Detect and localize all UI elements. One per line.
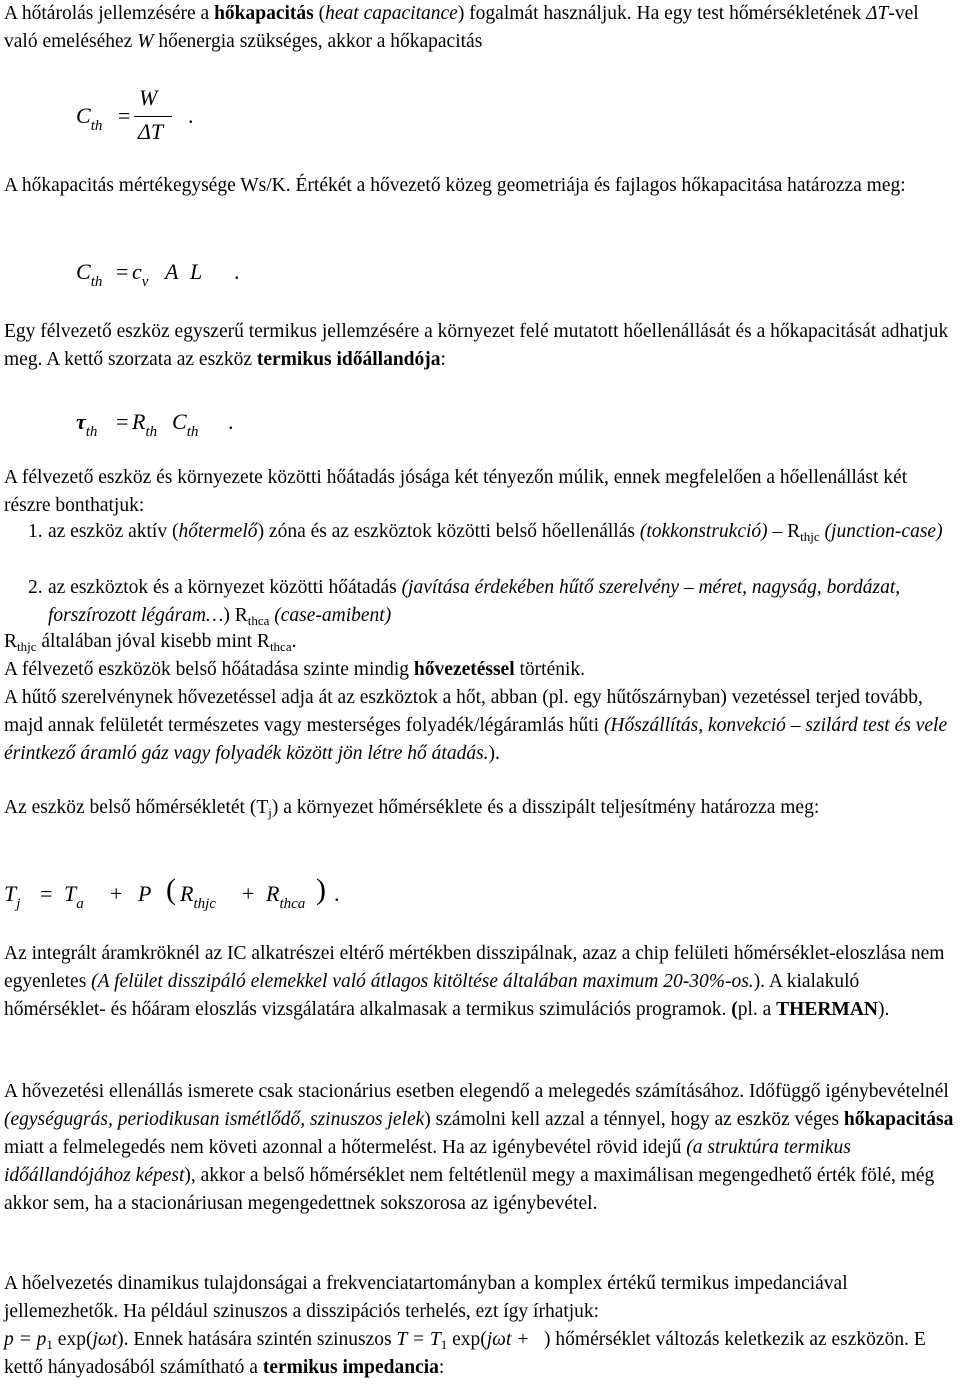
text: Egy félvezető eszköz egyszerű termikus jellemzésére a környezet felé mutatott hőellenállását és a hőkapacitását adhatjuk meg. A kettő szorzata az eszköz (4, 321, 949, 370)
paragraph-heat-capacitance-intro (4, 0, 956, 56)
eq-denominator: ΔT (138, 119, 164, 144)
text: A hőtárolás jellemzésére a (4, 3, 215, 24)
text-italic: (A felület disszipáló elemekkel való átlagos kitöltése általában maximum 20-30%-os. (91, 971, 754, 992)
subscript: thca (269, 639, 292, 654)
text: ) R (223, 605, 248, 626)
text: ) zóna és az eszköztok közötti belső hőellenállás (257, 521, 640, 542)
eq-subscript: th (186, 424, 199, 440)
inline-equation: exp( (447, 1329, 487, 1350)
text-italic: (Hőszállítás, konvekció – szilárd test és vele érintkező áramló gáz vagy folyadék között jön létre hő átadás. (4, 715, 948, 764)
text: ). (488, 743, 500, 764)
text: R (4, 631, 18, 652)
term-heat-capacity: hőkapacitás (214, 3, 314, 24)
text: ) számolni kell azzal a ténnyel, hogy az eszköz véges (424, 1109, 844, 1130)
eq-symbol: C (172, 409, 187, 434)
list-number: 1. (28, 521, 43, 542)
text: . Ennek hatására szintén szinuszos (123, 1329, 397, 1350)
text: A félvezető eszközök belső hőátadása szinte mindig (4, 659, 414, 680)
eq-period: . (234, 259, 240, 284)
inline-equation: jωt (92, 1329, 118, 1350)
eq-symbol: T (4, 881, 17, 906)
text: : (440, 349, 446, 370)
eq-symbol: R (180, 881, 194, 906)
text-italic: (case-amibent) (274, 605, 392, 626)
text-bold: ( (731, 999, 738, 1020)
text: ) fogalmát használjuk. Ha egy test hőmérsékletének (457, 3, 867, 24)
eq-plus: + (110, 881, 123, 906)
eq-equals: = (118, 103, 131, 128)
eq-symbol: A (165, 259, 179, 284)
paragraph-thermal-impedance (4, 1270, 956, 1382)
text: történik. (514, 659, 586, 680)
text-italic: (junction-case) (824, 521, 943, 542)
eq-symbol: T (64, 881, 77, 906)
text: az eszköz aktív ( (48, 521, 179, 542)
term-therman: THERMAN (776, 999, 879, 1020)
eq-symbol: c (132, 259, 142, 284)
eq-subscript: thjc (193, 896, 216, 912)
subscript: j (268, 805, 272, 820)
term-thermal-impedance: termikus impedancia (262, 1357, 439, 1378)
eq-subscript: v (141, 274, 149, 290)
inline-equation: exp( (52, 1329, 93, 1350)
subscript: 1 (46, 1337, 53, 1352)
text: ). (878, 999, 890, 1020)
eq-period: . (334, 881, 340, 906)
term-thermal-time-constant: termikus időállandója (256, 349, 441, 370)
paragraph-thermal-resistance: A félvezető eszköz és környezete közötti hőátadás jósága két tényezőn múlik, ennek megfelelően a hőellenállást két részre bonthatjuk: (4, 467, 908, 516)
text: általában jóval kisebb mint R (36, 631, 270, 652)
eq-symbol: τ (76, 409, 86, 434)
text: pl. a (737, 999, 777, 1020)
eq-period: . (188, 103, 194, 128)
text: . (291, 631, 297, 652)
term-conduction: hővezetéssel (413, 659, 515, 680)
eq-subscript: th (145, 424, 158, 440)
text: A hűtő szerelvénynek hővezetéssel adja át az eszköztok a hőt, abban (pl. egy hűtőszárnyban) vezetéssel terjed tovább, majd annak felületét természetes vagy mesterséges folyadék/légáramlás hűti (4, 687, 923, 736)
paragraph-transient (4, 1078, 956, 1218)
inline-equation: ) (529, 1329, 551, 1350)
paragraph-heatsink (4, 684, 956, 768)
subscript: 1 (440, 1337, 448, 1352)
subscript: thjc (800, 529, 820, 544)
eq-symbol: R (132, 409, 146, 434)
eq-symbol: C (76, 103, 91, 128)
eq-subscript: th (90, 274, 103, 290)
text-italic: (tokkonstrukció) (639, 521, 768, 542)
term-heat-capacity: hőkapacitása (843, 1109, 954, 1130)
paragraph-unit: A hőkapacitás mértékegysége Ws/K. Értékét a hővezető közeg geometriája és fajlagos hőkapacitása határozza meg: (4, 175, 906, 196)
list-item-junction-case (48, 518, 956, 546)
inline-equation: T = T (396, 1329, 441, 1350)
eq-symbol: R (266, 881, 280, 906)
symbol-delta-t: ΔT (866, 3, 889, 24)
symbol-w: W (137, 31, 154, 52)
text: -vel való emeléséhez (4, 3, 919, 52)
list-item-case-ambient (48, 574, 956, 630)
term-english: heat capacitance (325, 3, 458, 24)
subscript: thca (247, 613, 270, 628)
eq-numerator: W (139, 85, 158, 110)
subscript: thjc (17, 639, 37, 654)
paragraph-rthjc-compare (4, 628, 956, 656)
text: ) a környezet hőmérséklete és a disszipált teljesítmény határozza meg: (271, 797, 820, 818)
eq-equals: = (40, 881, 53, 906)
text: Az integrált áramkröknél az IC alkatrészei eltérő mértékben disszipálnak, azaz a chip felületi hőmérséklet-eloszlása nem egyenletes (4, 943, 945, 992)
inline-equation: jωt + (486, 1329, 530, 1350)
text: hőmérséklet változás keletkezik az eszközön. E kettő hányadosából számítható a (4, 1329, 926, 1378)
eq-paren-open: ( (166, 873, 176, 906)
inline-equation: p = p (4, 1329, 47, 1350)
paragraph-conduction (4, 656, 956, 684)
eq-subscript: th (85, 424, 98, 440)
eq-symbol: L (190, 259, 203, 284)
text: Az eszköz belső hőmérsékletét (T (4, 797, 269, 818)
eq-subscript: a (76, 896, 84, 912)
eq-plus: + (242, 881, 255, 906)
eq-paren-close: ) (316, 873, 326, 906)
eq-period: . (228, 409, 234, 434)
text: hőenergia szükséges, akkor a hőkapacitás (153, 31, 483, 52)
list-number: 2. (28, 577, 43, 598)
text: – R (767, 521, 801, 542)
text-italic: (a struktúra termikus időállandójához képest (4, 1137, 851, 1186)
eq-symbol: C (76, 259, 91, 284)
text: miatt a felmelegedés nem követi azonnal a hőtermelést. Ha az igénybevétel rövid idejű (4, 1137, 687, 1158)
text: A hővezetési ellenállás ismerete csak stacionárius esetben elegendő a melegedés számításához. Időfüggő igénybevételnél (4, 1081, 949, 1102)
eq-equals: = (116, 409, 129, 434)
text: ). A kialakuló hőmérséklet- és hőáram eloszlás vizsgálatára alkalmasak a termikus szimulációs programok. (4, 971, 860, 1020)
text: ( (313, 3, 326, 24)
text-italic: (egységugrás, periodikusan ismétlődő, szinuszos jelek (4, 1109, 425, 1130)
paragraph-junction-temperature (4, 794, 956, 822)
text: az eszköztok és a környezet közötti hőátadás (48, 577, 402, 598)
eq-subscript: th (90, 118, 103, 134)
text: A hőelvezetés dinamikus tulajdonságai a frekvenciatartományban a komplex értékű termikus impedanciával jellemezhetők. Ha például szinuszos a disszipációs terhelés, ezt így írhatjuk: (4, 1273, 848, 1322)
eq-symbol: P (138, 881, 152, 906)
text: ), akkor a belső hőmérséklet nem feltétlenül megy a maximálisan megengedhető érték fölé, még akkor sem, ha a stacionáriusan megengedettnek sokszorosa az igénybevétel. (4, 1165, 935, 1214)
text-italic: hőtermelő (178, 521, 258, 542)
paragraph-ic-dissipation (4, 940, 956, 1024)
paragraph-thermal-time-constant (4, 318, 956, 374)
inline-equation: ) (117, 1329, 124, 1350)
eq-subscript: j (16, 896, 21, 912)
text-italic: (javítása érdekében hűtő szerelvény – méret, nagyság, bordázat, forszírozott légáram… (48, 577, 901, 626)
text: : (438, 1357, 445, 1378)
eq-subscript: thca (279, 896, 306, 912)
eq-equals: = (116, 259, 129, 284)
